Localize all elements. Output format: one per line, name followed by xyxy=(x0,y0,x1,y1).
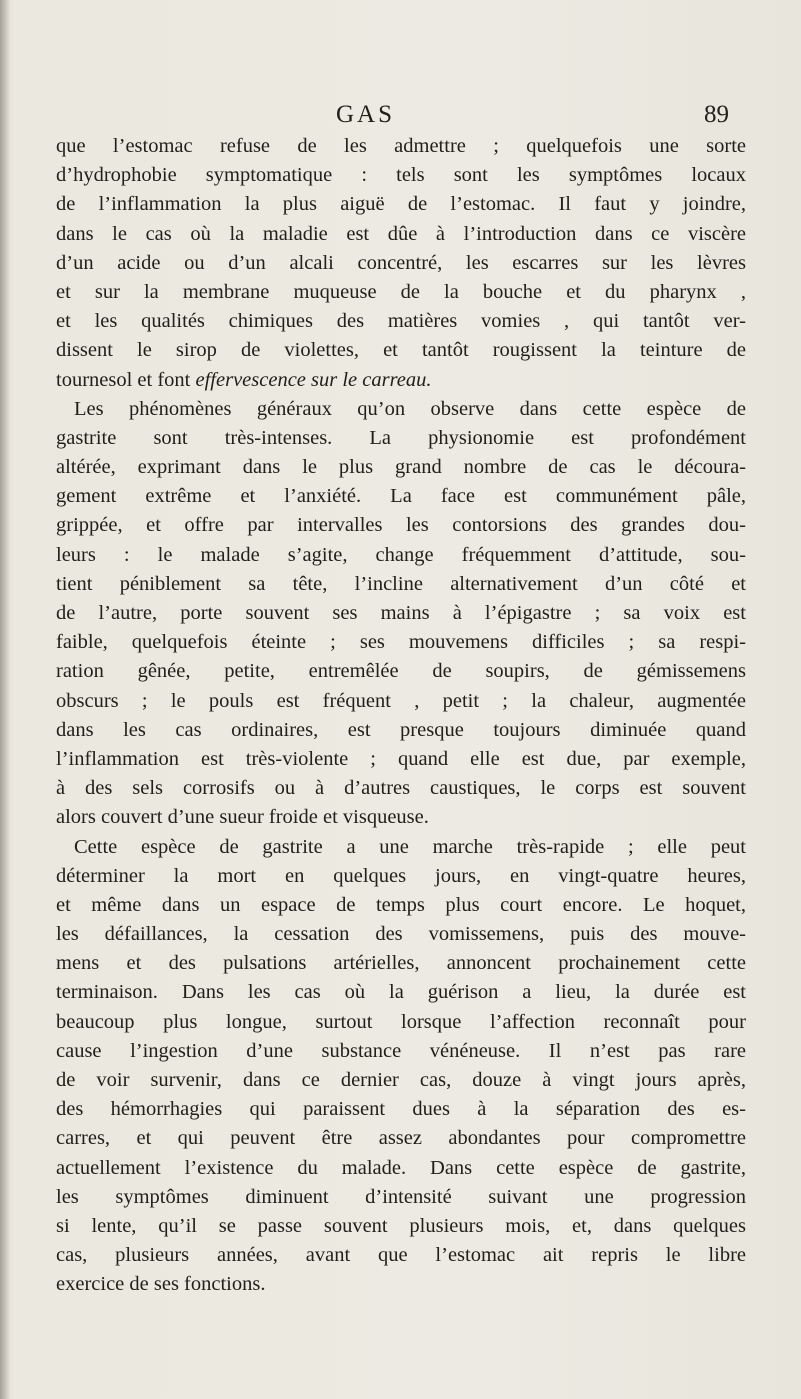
text-line xyxy=(56,307,746,336)
running-head xyxy=(0,100,801,130)
text-line xyxy=(56,1124,746,1153)
text-line-content: à des sels corrosifs ou à d’autres caustiques, le corps est souvent xyxy=(56,777,746,800)
text-line-content: les symptômes diminuent d’intensité suivant une progression xyxy=(56,1185,746,1208)
text-line-content: actuellement l’existence du malade. Dans cette espèce de gastrite, xyxy=(56,1156,746,1179)
text-line xyxy=(56,161,746,190)
text-line-content: déterminer la mort en quelques jours, en vingt-quatre heures, xyxy=(56,864,746,887)
text-line-content: les défaillances, la cessation des vomissemens, puis des mouve- xyxy=(56,923,746,946)
text-line-content: cause l’ingestion d’une substance vénéneuse. Il n’est pas rare xyxy=(56,1039,746,1062)
text-line-content: obscurs ; le pouls est fréquent , petit ; la chaleur, augmentée xyxy=(56,689,746,712)
text-line-content: cas, plusieurs années, avant que l’estomac ait repris le libre xyxy=(56,1244,746,1267)
text-line-content: d’hydrophobie symptomatique : tels sont les symptômes locaux xyxy=(56,164,746,187)
text-line xyxy=(56,1008,746,1037)
text-line xyxy=(56,833,746,862)
text-line-content: Les phénomènes généraux qu’on observe dans cette espèce de xyxy=(74,397,746,420)
text-line xyxy=(56,220,746,249)
text-line xyxy=(56,1154,746,1183)
text-line xyxy=(56,862,746,891)
text-line-content: carres, et qui peuvent être assez abondantes pour compromettre xyxy=(56,1127,746,1150)
text-line-content: si lente, qu’il se passe souvent plusieurs mois, et, dans quelques xyxy=(56,1214,746,1237)
text-line xyxy=(56,278,746,307)
text-line xyxy=(56,1212,746,1241)
text-line-content: et les qualités chimiques des matières vomies , qui tantôt ver- xyxy=(56,310,746,333)
text-line-content: et même dans un espace de temps plus court encore. Le hoquet, xyxy=(56,893,746,916)
text-line-content: mens et des pulsations artérielles, annoncent prochainement cette xyxy=(56,952,746,975)
spine-shadow xyxy=(0,0,10,1399)
text-line-content: terminaison. Dans les cas où la guérison a lieu, la durée est xyxy=(56,981,746,1004)
text-line xyxy=(56,774,746,803)
text-line xyxy=(56,949,746,978)
text-line-content: leurs : le malade s’agite, change fréquemment d’attitude, sou- xyxy=(56,543,746,566)
text-line-content: de voir survenir, dans ce dernier cas, douze à vingt jours après, xyxy=(56,1069,746,1091)
text-line xyxy=(56,891,746,920)
text-line-content: beaucoup plus longue, surtout lorsque l’affection reconnaît pour xyxy=(56,1010,746,1033)
text-line xyxy=(56,541,746,570)
text-line xyxy=(56,190,746,219)
text-line xyxy=(56,599,746,628)
text-line xyxy=(56,1270,746,1299)
text-line-content: et sur la membrane muqueuse de la bouche et du pharynx , xyxy=(56,280,746,303)
text-line xyxy=(56,395,746,424)
text-line-content: tournesol et font xyxy=(56,368,196,391)
text-line xyxy=(56,453,746,482)
text-line-content: gement extrême et l’anxiété. La face est communément pâle, xyxy=(56,485,746,508)
text-line xyxy=(56,482,746,511)
running-title: GAS xyxy=(336,101,396,128)
page-number: 89 xyxy=(704,101,729,128)
text-line xyxy=(56,336,746,365)
text-line xyxy=(56,978,746,1007)
text-line xyxy=(56,249,746,278)
text-line-content: Cette espèce de gastrite a une marche très-rapide ; elle peut xyxy=(74,835,746,858)
text-line-content: tient péniblement sa tête, l’incline alternativement d’un côté et xyxy=(56,572,746,595)
text-line-content: gastrite sont très-intenses. La physionomie est profondément xyxy=(56,426,746,449)
text-line-content: alors couvert d’une sueur froide et visqueuse. xyxy=(56,806,429,829)
text-line-content: que l’estomac refuse de les admettre ; quelquefois une sorte xyxy=(56,135,746,157)
text-line xyxy=(56,366,746,395)
text-line-content: dans le cas où la maladie est dûe à l’introduction dans ce viscère xyxy=(56,222,746,245)
text-line xyxy=(56,132,746,161)
text-line xyxy=(56,1037,746,1066)
text-line xyxy=(56,628,746,657)
text-line-content: des hémorrhagies qui paraissent dues à la séparation des es- xyxy=(56,1098,746,1121)
text-line xyxy=(56,745,746,774)
text-line xyxy=(56,424,746,453)
text-line-content: dissent le sirop de violettes, et tantôt rougissent la teinture de xyxy=(56,339,746,362)
text-line-content: dans les cas ordinaires, est presque toujours diminuée quand xyxy=(56,718,746,741)
text-line xyxy=(56,716,746,745)
italic-phrase: effervescence sur le carreau. xyxy=(195,368,432,391)
text-line-content: de l’inflammation la plus aiguë de l’estomac. Il faut y joindre, xyxy=(56,193,746,216)
text-line xyxy=(56,657,746,686)
text-line xyxy=(56,570,746,599)
text-line-content: d’un acide ou d’un alcali concentré, les escarres sur les lèvres xyxy=(56,251,746,274)
text-line xyxy=(56,1066,746,1095)
text-line-content: ration gênée, petite, entremêlée de soupirs, de gémissemens xyxy=(56,660,746,683)
text-line xyxy=(56,687,746,716)
text-line-content: grippée, et offre par intervalles les contorsions des grandes dou- xyxy=(56,514,746,537)
text-line xyxy=(56,1241,746,1270)
text-line xyxy=(56,803,746,832)
text-line xyxy=(56,920,746,949)
text-line-content: exercice de ses fonctions. xyxy=(56,1273,266,1296)
body-text xyxy=(56,132,746,1300)
text-line-content: de l’autre, porte souvent ses mains à l’épigastre ; sa voix est xyxy=(56,602,746,624)
text-line-content: altérée, exprimant dans le plus grand nombre de cas le découra- xyxy=(56,456,746,479)
text-line xyxy=(56,1095,746,1124)
text-line xyxy=(56,511,746,540)
text-line-content: faible, quelquefois éteinte ; ses mouvemens difficiles ; sa respi- xyxy=(56,631,746,654)
text-line xyxy=(56,1183,746,1212)
text-line-content: l’inflammation est très-violente ; quand elle est due, par exemple, xyxy=(56,747,746,770)
